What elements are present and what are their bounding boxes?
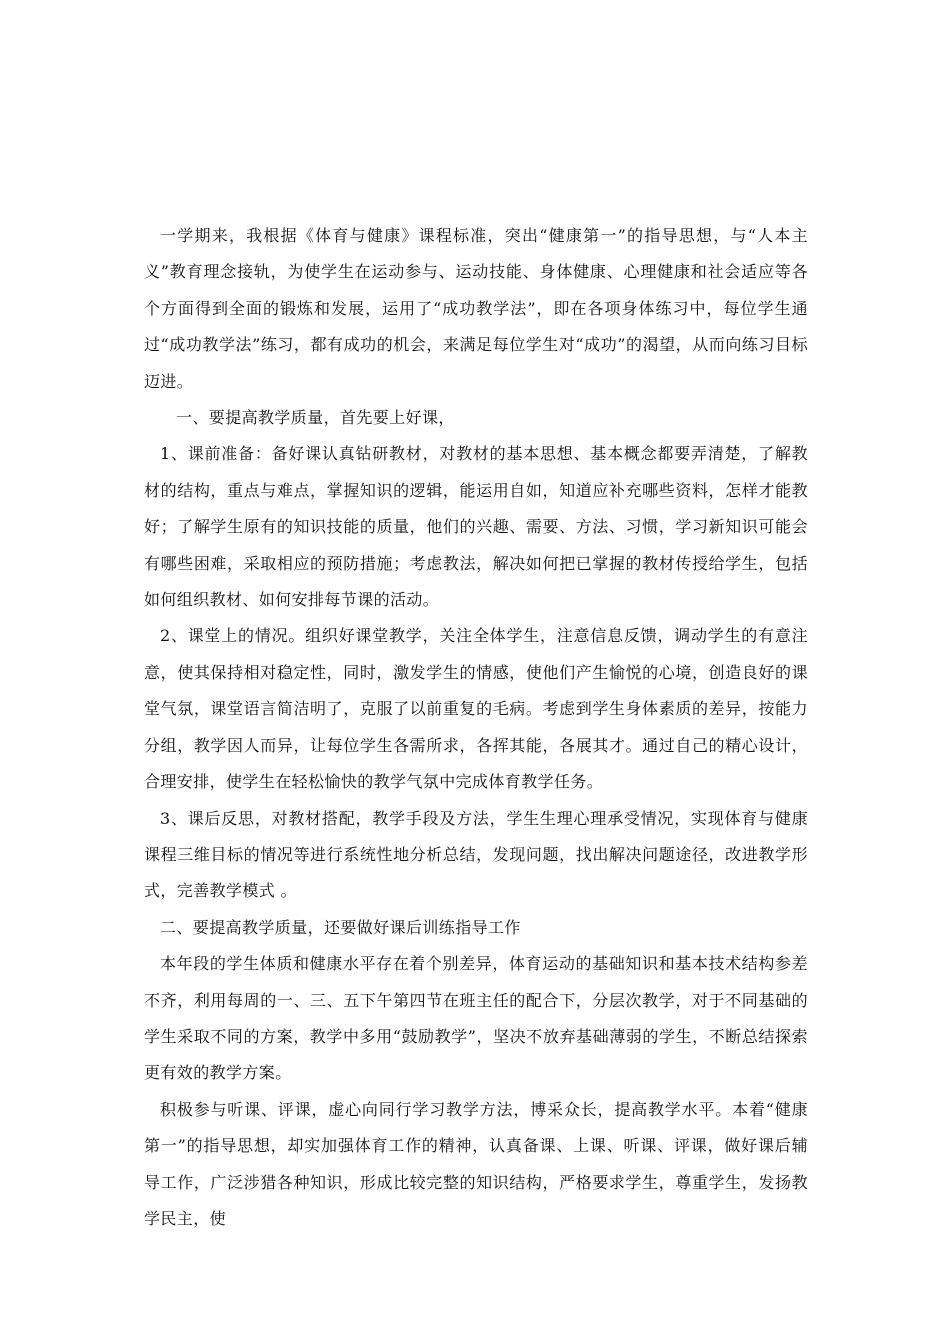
point-1-paragraph: 1、课前准备：备好课认真钻研教材，对教材的基本思想、基本概念都要弄清楚，了解教材的结构，重点与难点，掌握知识的逻辑，能运用自如，知道应补充哪些资料，怎样才能教好；了解学生原有的知识技能的质量，他们的兴趣、需要、方法、习惯，学习新知识可能会有哪些困难，采取相应的预防措施；考虑教法，解决如何把已掌握的教材传授给学生，包括如何组织教材、如何安排每节课的活动。	[144, 444, 808, 610]
document-body	[144, 218, 808, 1237]
section-heading-1: 一、要提高教学质量，首先要上好课，	[176, 408, 455, 428]
training-paragraph: 本年段的学生体质和健康水平存在着个别差异，体育运动的基础知识和基本技术结构参差不齐，利用每周的一、三、五下午第四节在班主任的配合下，分层次教学，对于不同基础的学生采取不同的方案，教学中多用“鼓励教学”，坚决不放弃基础薄弱的学生，不断总结探索更有效的教学方案。	[144, 954, 808, 1083]
point-2-paragraph: 2、课堂上的情况。组织好课堂教学，关注全体学生，注意信息反馈，调动学生的有意注意，使其保持相对稳定性，同时，激发学生的情感，使他们产生愉悦的心境，创造良好的课堂气氛，课堂语言简洁明了，克服了以前重复的毛病。考虑到学生身体素质的差异，按能力分组，教学因人而异，让每位学生各需所求，各挥其能，各展其才。通过自己的精心设计，合理安排，使学生在轻松愉快的教学气氛中完成体育教学任务。	[144, 626, 808, 792]
study-paragraph: 积极参与听课、评课，虚心向同行学习教学方法，博采众长，提高教学水平。本着“健康第一”的指导思想，却实加强体育工作的精神，认真备课、上课、听课、评课，做好课后辅导工作，广泛涉猎各种知识，形成比较完整的知识结构，严格要求学生，尊重学生，发扬教学民主，使	[144, 1099, 808, 1228]
point-3-paragraph: 3、课后反思，对教材搭配，教学手段及方法，学生生理心理承受情况，实现体育与健康课程三维目标的情况等进行系统性地分析总结，发现问题，找出解决问题途径，改进教学形式，完善教学模式 。	[144, 808, 808, 901]
intro-paragraph: 一学期来，我根据《体育与健康》课程标准，突出“健康第一”的指导思想，与“人本主义”教育理念接轨，为使学生在运动参与、运动技能、身体健康、心理健康和社会适应等各个方面得到全面的锻炼和发展，运用了“成功教学法”，即在各项身体练习中，每位学生通过“成功教学法”练习，都有成功的机会，来满足每位学生对“成功”的渴望，从而向练习目标迈进。	[144, 226, 808, 391]
section-heading-2: 二、要提高教学质量，还要做好课后训练指导工作	[160, 917, 521, 937]
